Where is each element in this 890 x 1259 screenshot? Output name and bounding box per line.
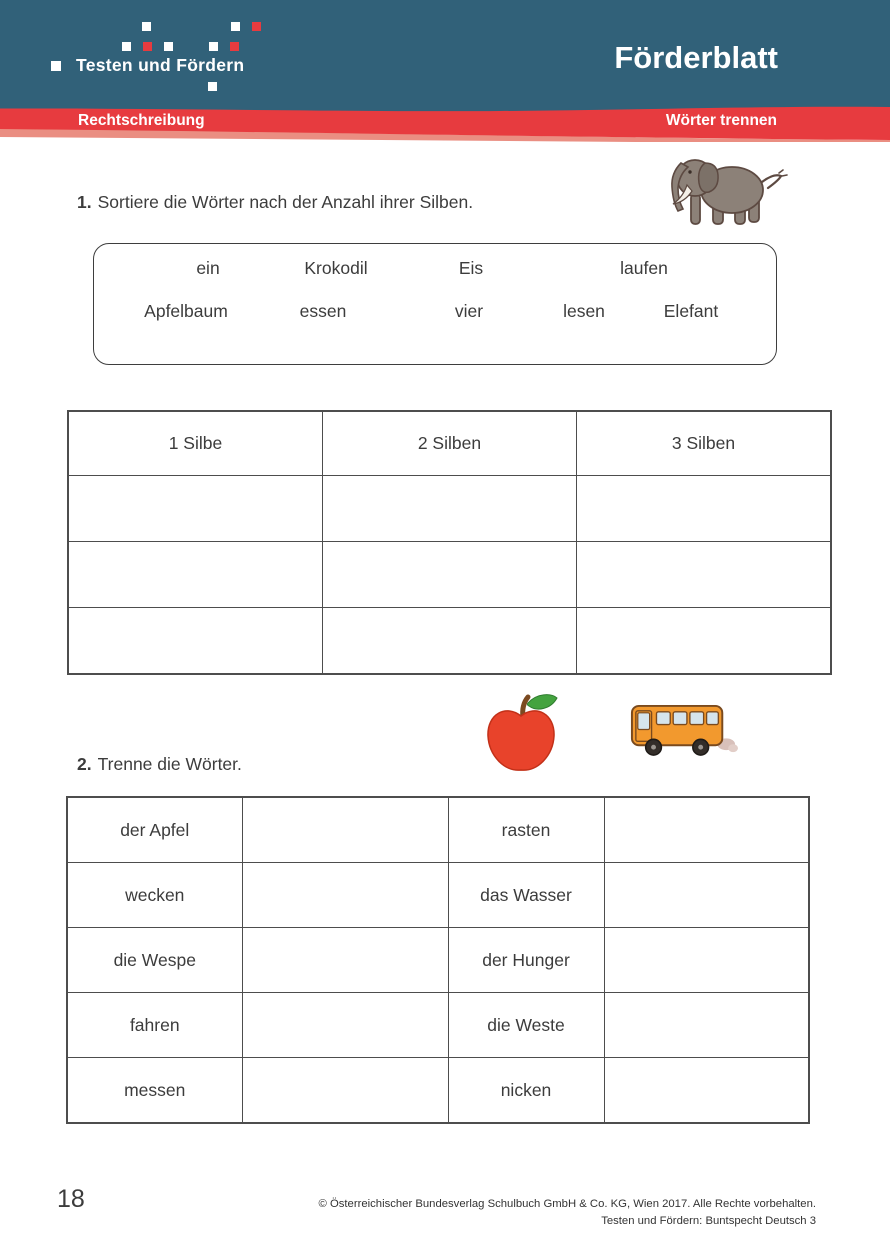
pool-word: laufen (620, 258, 668, 278)
apple-icon (483, 691, 559, 775)
bus-icon (628, 701, 738, 760)
pool-word: vier (454, 301, 484, 321)
answer-cell[interactable] (242, 797, 448, 863)
answer-cell-3silben-r2[interactable] (576, 542, 831, 608)
answer-cell-3silben-r3[interactable] (576, 608, 831, 675)
copyright-line2: Testen und Fördern: Buntspecht Deutsch 3 (601, 1215, 816, 1227)
word-cell: rasten (448, 797, 604, 863)
pool-word: essen (299, 301, 347, 321)
answer-cell[interactable] (604, 1058, 809, 1124)
copyright-line1: © Österreichischer Bundesverlag Schulbuch GmbH & Co. KG, Wien 2017. Alle Rechte vorbehalten. (318, 1198, 816, 1210)
table-row (68, 476, 831, 542)
publisher-logo-text: Testen und Fördern (76, 55, 245, 75)
pool-word: Eis (458, 258, 484, 278)
pool-word: Apfelbaum (144, 301, 228, 321)
topic-label: Wörter trennen (665, 112, 777, 129)
task2-instruction: Trenne die Wörter. (97, 754, 242, 774)
column-header-1-silbe: 1 Silbe (68, 411, 322, 476)
answer-cell[interactable] (242, 1058, 448, 1124)
task2-number: 2. (77, 754, 92, 774)
column-header-3-silben: 3 Silben (576, 411, 831, 476)
pool-word: Krokodil (304, 258, 368, 278)
answer-cell[interactable] (604, 993, 809, 1058)
answer-cell-2silben-r1[interactable] (322, 476, 576, 542)
syllable-table (67, 410, 832, 675)
answer-cell-1silbe-r3[interactable] (68, 608, 322, 675)
column-header-2-silben: 2 Silben (322, 411, 576, 476)
word-cell: der Hunger (448, 928, 604, 993)
table-row (67, 863, 809, 928)
page-title: Förderblatt (614, 40, 778, 75)
answer-cell[interactable] (242, 928, 448, 993)
pool-word: ein (196, 258, 220, 278)
task2-heading (77, 754, 242, 775)
answer-cell[interactable] (604, 863, 809, 928)
separate-words-table (66, 796, 810, 1124)
table-row (67, 993, 809, 1058)
pool-word: Elefant (663, 301, 719, 321)
copyright-block (319, 1196, 816, 1230)
word-cell: wecken (67, 863, 242, 928)
page-header (0, 0, 890, 142)
word-cell: das Wasser (448, 863, 604, 928)
word-cell: die Weste (448, 993, 604, 1058)
subject-label: Rechtschreibung (78, 112, 205, 129)
answer-cell[interactable] (242, 993, 448, 1058)
answer-cell[interactable] (242, 863, 448, 928)
word-cell: messen (67, 1058, 242, 1124)
answer-cell-3silben-r1[interactable] (576, 476, 831, 542)
word-cell: fahren (67, 993, 242, 1058)
table-row (68, 608, 831, 675)
table-row (67, 928, 809, 993)
pool-word: lesen (563, 301, 605, 321)
task1-number: 1. (77, 192, 92, 212)
word-cell: nicken (448, 1058, 604, 1124)
word-cell: die Wespe (67, 928, 242, 993)
answer-cell[interactable] (604, 928, 809, 993)
answer-cell[interactable] (604, 797, 809, 863)
task1-instruction: Sortiere die Wörter nach der Anzahl ihrer Silben. (97, 192, 474, 212)
table-row (68, 542, 831, 608)
task1-heading (77, 192, 473, 213)
answer-cell-2silben-r3[interactable] (322, 608, 576, 675)
elephant-icon (661, 156, 788, 226)
answer-cell-2silben-r2[interactable] (322, 542, 576, 608)
table-row (67, 1058, 809, 1124)
page-number: 18 (57, 1185, 85, 1213)
word-pool-box (93, 243, 777, 365)
answer-cell-1silbe-r1[interactable] (68, 476, 322, 542)
word-cell: der Apfel (67, 797, 242, 863)
answer-cell-1silbe-r2[interactable] (68, 542, 322, 608)
syllable-table-header-row (68, 411, 831, 476)
table-row (67, 797, 809, 863)
